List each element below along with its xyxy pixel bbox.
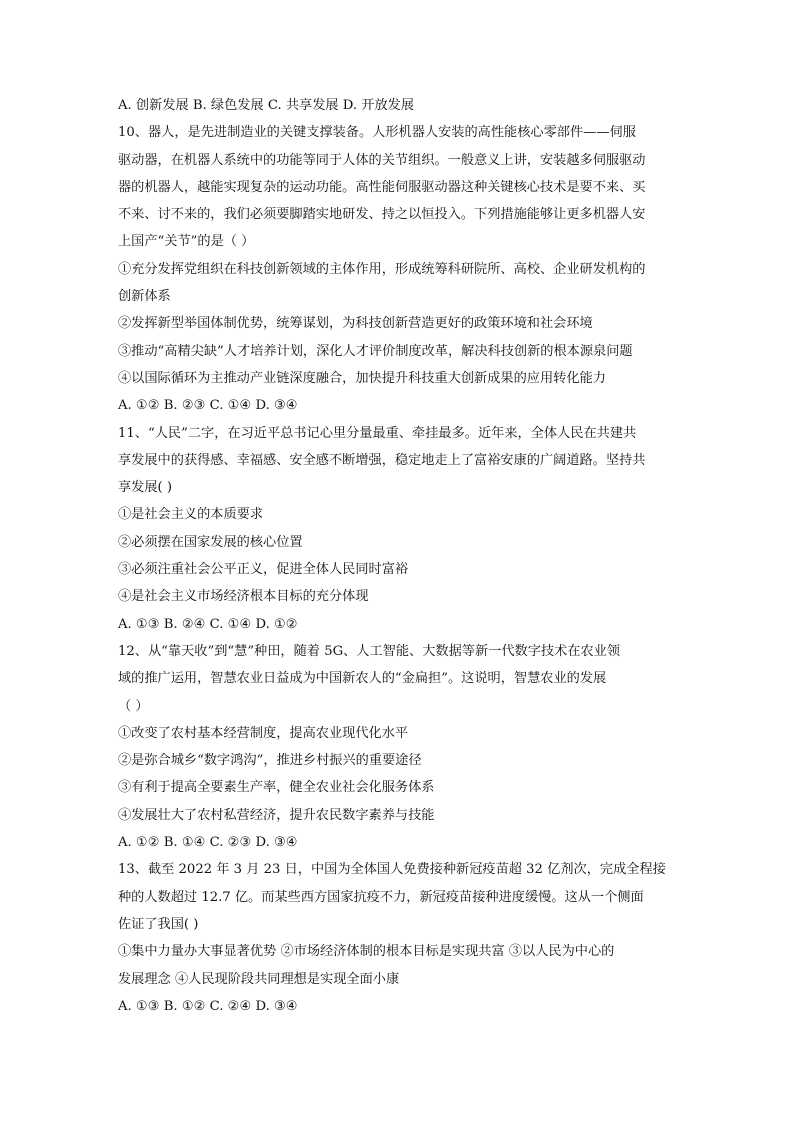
text-line: 上国产“关节”的是（ ）	[118, 234, 255, 250]
text-line: ①是社会主义的本质要求	[118, 507, 264, 523]
text-line: ①改变了农村基本经营制度，提高农业现代化水平	[118, 725, 409, 741]
text-line: 11、“人民”二字，在习近平总书记心里分量最重、牵挂最多。近年来，全体人民在共建共	[118, 425, 637, 441]
text-line: 驱动器，在机器人系统中的功能等同于人体的关节组织。一般意义上讲，安装越多伺服驱动	[118, 152, 646, 168]
text-line: ④发展壮大了农村私营经济，提升农民数字素养与技能	[118, 807, 435, 823]
text-line: ③必须注重社会公平正义，促进全体人民同时富裕	[118, 562, 409, 578]
text-line: 10、器人，是先进制造业的关键支撑装备。人形机器人安装的高性能核心零部件——伺服	[118, 125, 636, 141]
text-line: 12、从“靠天收”到“慧”种田，随着 5G、人工智能、大数据等新一代数字技术在农业领	[118, 643, 621, 659]
text-line: 域的推广运用，智慧农业日益成为中国新农人的“金扁担”。这说明，智慧农业的发展	[118, 671, 607, 687]
text-line: （ ）	[118, 698, 149, 714]
text-line: A. ①③ B. ①② C. ②④ D. ③④	[118, 998, 298, 1014]
text-line: ①充分发挥党组织在科技创新领域的主体作用，形成统筹科研院所、高校、企业研发机构的	[118, 261, 646, 277]
text-line: ④是社会主义市场经济根本目标的充分体现	[118, 589, 369, 605]
text-line: 13、截至 2022 年 3 月 23 日，中国为全体国人免费接种新冠疫苗超 32 亿剂次，完成全程接	[118, 862, 666, 878]
text-line: 佐证了我国( )	[118, 916, 199, 932]
text-line: 创新体系	[118, 289, 171, 305]
text-line: ①集中力量办大事显著优势 ②市场经济体制的根本目标是实现共富 ③以人民为中心的	[118, 944, 615, 960]
text-line: 器的机器人，越能实现复杂的运动功能。高性能伺服驱动器这种关键核心技术是要不来、买	[118, 179, 646, 195]
text-line: ③有利于提高全要素生产率，健全农业社会化服务体系	[118, 780, 435, 796]
text-line: ②发挥新型举国体制优势，统筹谋划，为科技创新营造更好的政策环境和社会环境	[118, 316, 593, 332]
text-line: A. ①② B. ②③ C. ①④ D. ③④	[118, 398, 298, 414]
text-line: 种的人数超过 12.7 亿。而某些西方国家抗疫不力，新冠疫苗接种进度缓慢。这从一个侧面	[118, 889, 644, 905]
text-line: ③推动“高精尖缺”人才培养计划，深化人才评价制度改革，解决科技创新的根本源泉问题	[118, 343, 633, 359]
text-line: ②是弥合城乡“数字鸿沟”，推进乡村振兴的重要途径	[118, 753, 422, 769]
text-line: A. 创新发展 B. 绿色发展 C. 共享发展 D. 开放发展	[118, 98, 415, 113]
text-line: A. ①② B. ①④ C. ②③ D. ③④	[118, 835, 298, 851]
text-line: 发展理念 ④人民现阶段共同理想是实现全面小康	[118, 971, 400, 987]
text-line: 不来、讨不来的，我们必须要脚踏实地研发、持之以恒投入。下列措施能够让更多机器人安	[118, 207, 646, 223]
text-line: 享发展中的获得感、幸福感、安全感不断增强，稳定地走上了富裕安康的广阔道路。坚持共	[118, 452, 646, 468]
document-page	[118, 92, 678, 1020]
text-line: ④以国际循环为主推动产业链深度融合，加快提升科技重大创新成果的应用转化能力	[118, 370, 606, 386]
text-line: 享发展( )	[118, 480, 173, 496]
text-line: A. ①③ B. ②④ C. ①④ D. ①②	[118, 616, 298, 632]
text-line: ②必须摆在国家发展的核心位置	[118, 534, 303, 550]
